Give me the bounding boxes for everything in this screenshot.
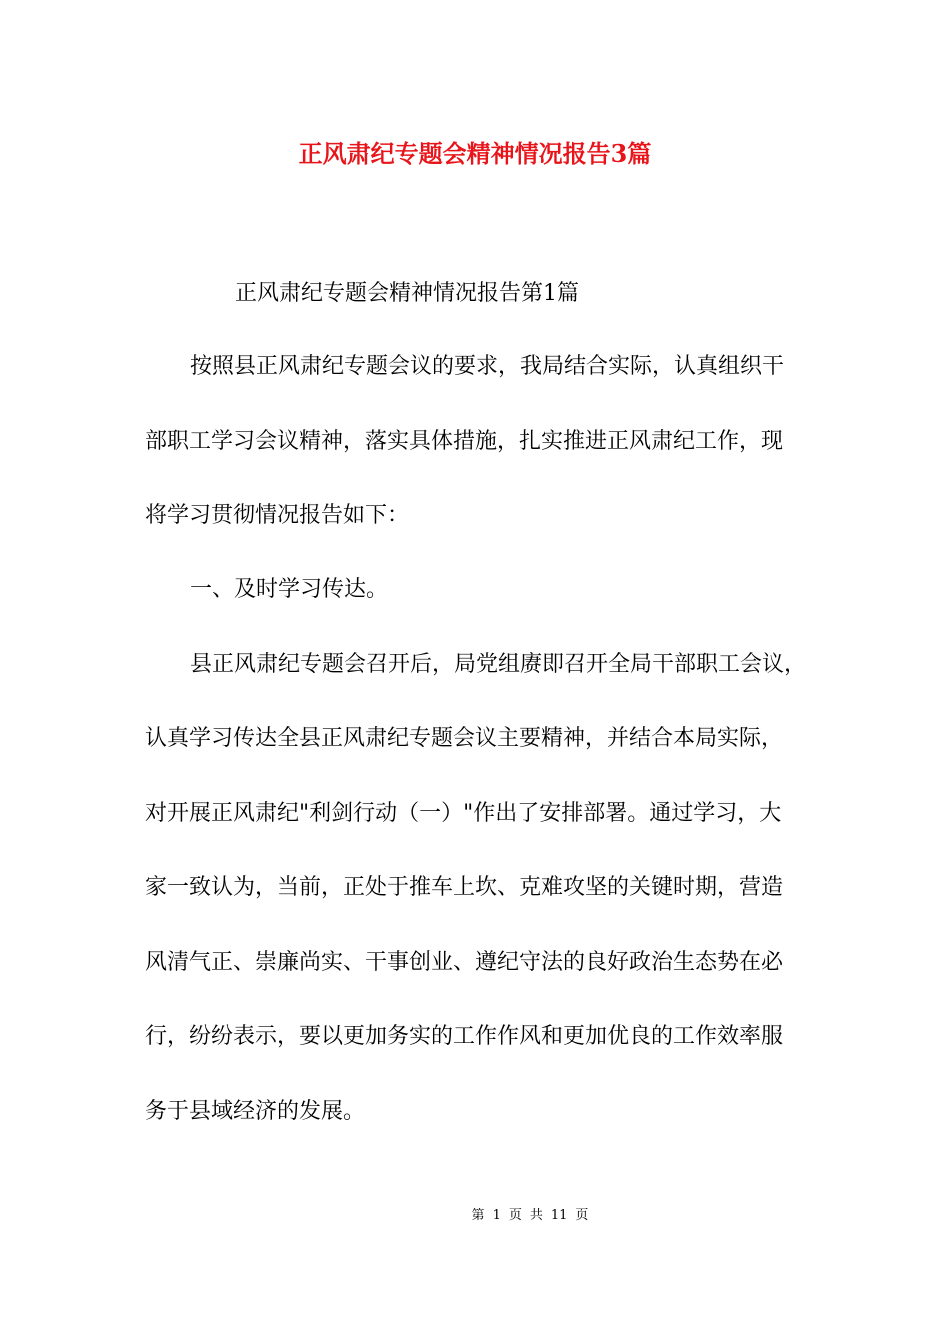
paragraph-3-line-4: 家一致认为，当前，正处于推车上坎、克难攻坚的关键时期，营造 [145, 875, 784, 900]
footer-current-page: 1 [492, 1208, 501, 1223]
footer-total-pages: 11 [550, 1208, 568, 1223]
footer-suffix: 页 [575, 1208, 589, 1223]
paragraph-3-line-1: 县正风肃纪专题会召开后，局党组赓即召开全局干部职工会议， [190, 652, 807, 677]
paragraph-1-line-3: 将学习贯彻情况报告如下： [145, 503, 410, 528]
page-footer [0, 1206, 950, 1226]
paragraph-1-line-2: 部职工学习会议精神，落实具体措施，扎实推进正风肃纪工作，现 [145, 429, 784, 454]
footer-page-word: 页 [508, 1208, 522, 1223]
section-subheading: 正风肃纪专题会精神情况报告第1篇 [235, 281, 579, 306]
footer-prefix: 第 [471, 1208, 485, 1223]
paragraph-1-line-1: 按照县正风肃纪专题会议的要求，我局结合实际，认真组织干 [190, 354, 785, 379]
section-heading-1: 一、及时学习传达。 [190, 577, 389, 602]
paragraph-3-line-7: 务于县域经济的发展。 [145, 1099, 366, 1124]
document-title: 正风肃纪专题会精神情况报告3篇 [298, 139, 652, 168]
footer-total-prefix: 共 [529, 1208, 543, 1223]
paragraph-3-line-5: 风清气正、崇廉尚实、干事创业、遵纪守法的良好政治生态势在必 [145, 950, 784, 975]
paragraph-3-line-2: 认真学习传达全县正风肃纪专题会议主要精神，并结合本局实际， [145, 726, 784, 751]
paragraph-3-line-6: 行，纷纷表示，要以更加务实的工作作风和更加优良的工作效率服 [145, 1024, 784, 1049]
paragraph-3-line-3: 对开展正风肃纪"利剑行动（一）"作出了安排部署。通过学习，大 [145, 801, 782, 826]
